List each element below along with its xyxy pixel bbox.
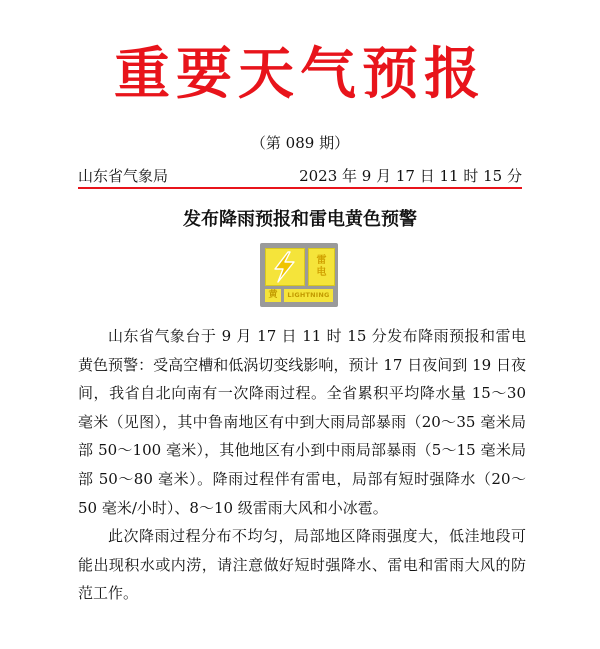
masthead-title: 重要天气预报 <box>114 41 486 107</box>
issue-number: （第 089 期） <box>250 134 350 152</box>
warning-level-label: 黄 <box>265 289 281 302</box>
lightning-bolt-icon <box>265 248 305 286</box>
issuing-agency: 山东省气象局 <box>78 167 169 185</box>
warning-type-glyph <box>308 248 335 286</box>
body-paragraph: 此次降雨过程分布不均匀，局部地区降雨强度大，低洼地段可能出现积水或内涝，请注意做好短时强降水、雷电和雷雨大风的防范工作。 <box>78 527 526 603</box>
header-divider <box>78 187 522 189</box>
lightning-warning-icon <box>260 243 338 307</box>
bulletin-body <box>78 322 526 608</box>
body-paragraph: 山东省气象台于 9 月 17 日 11 时 15 分发布降雨预报和雷电黄色预警：受高空槽和低涡切变线影响，预计 17 日夜间到 19 日夜间，我省自北向南有一次降雨过程。全省累积平均降水量 15～30 毫米（见图），其中鲁南地区有中到大雨局部暴雨（20～35 毫米局部 50～100 毫米），其他地区有小到中雨局部暴雨（5～15 毫米局部 50～80 毫米）。降雨过程伴有雷电，局部有短时强降水（20～50 毫米/小时）、8～10 级雷雨大风和小冰雹。 <box>78 327 526 517</box>
bulletin-headline: 发布降雨预报和雷电黄色预警 <box>183 209 417 230</box>
glyph-bottom: 电 <box>316 267 327 278</box>
issue-datetime: 2023 年 9 月 17 日 11 时 15 分 <box>299 167 522 185</box>
glyph-top: 雷 <box>316 255 327 266</box>
warning-english-label: LIGHTNING <box>284 289 333 302</box>
